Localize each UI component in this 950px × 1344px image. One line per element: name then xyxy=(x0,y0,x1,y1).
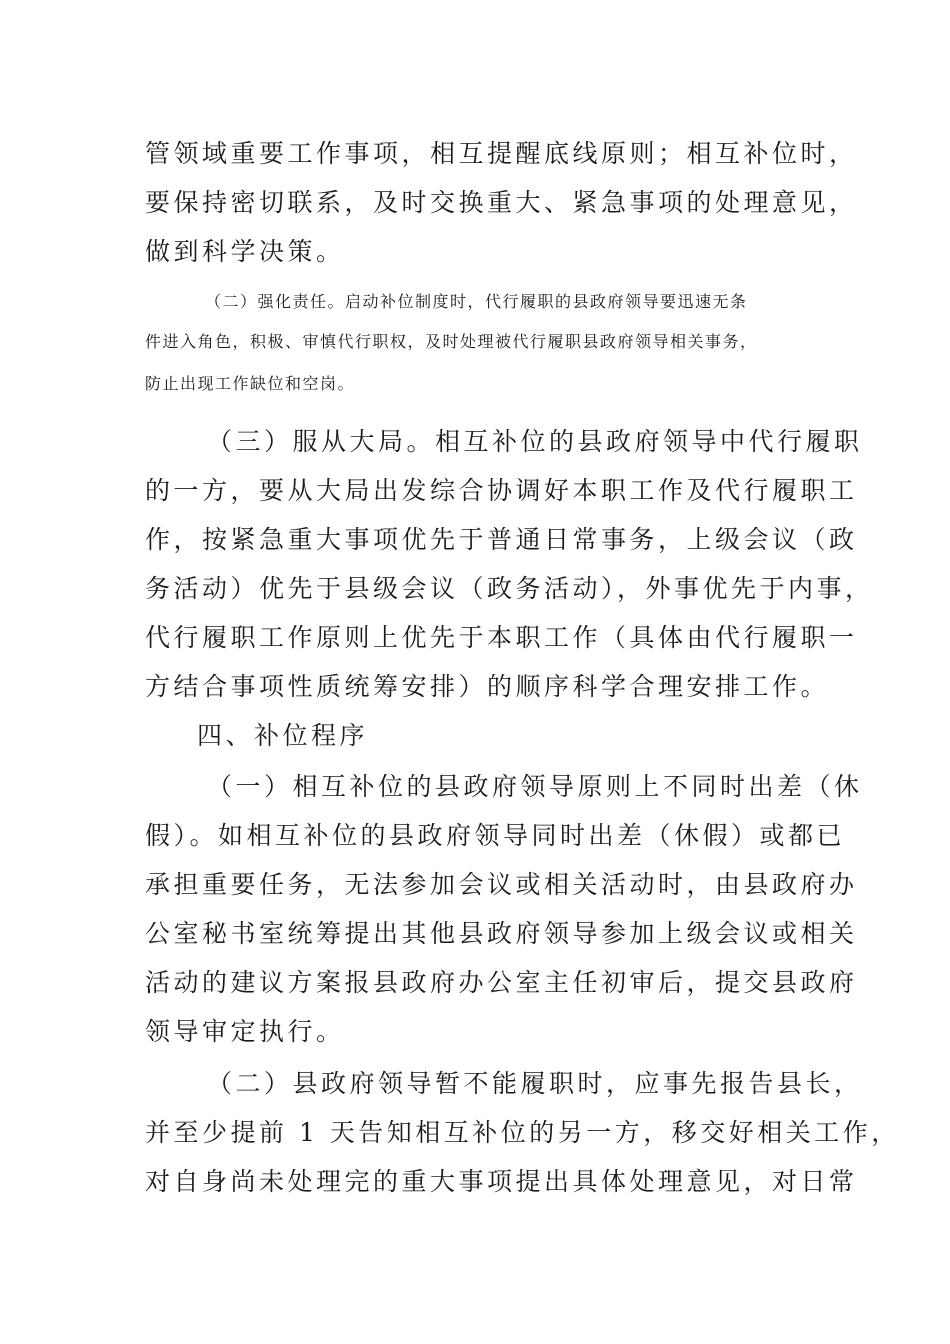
text-line: 并至少提前 1 天告知相互补位的另一方，移交好相关工作， xyxy=(145,1118,900,1147)
text-line: 公室秘书室统筹提出其他县政府领导参加上级会议或相关 xyxy=(145,919,858,948)
text-line: 作，按紧急重大事项优先于普通日常事务，上级会议（政 xyxy=(145,525,858,554)
text-line: 务活动）优先于县级会议（政务活动），外事优先于内事， xyxy=(145,574,874,603)
text-line: 的一方，要从大局出发综合协调好本职工作及代行履职工 xyxy=(145,476,858,505)
text-line: （一）相互补位的县政府领导原则上不同时出差（休 xyxy=(207,772,863,801)
text-line: 方结合事项性质统筹安排）的顺序科学合理安排工作。 xyxy=(145,672,830,701)
text-line: 做到科学决策。 xyxy=(145,237,345,266)
text-line: 承担重要任务，无法参加会议或相关活动时，由县政府办 xyxy=(145,870,858,899)
section-heading: 四、补位程序 xyxy=(197,721,369,750)
text-line: 防止出现工作缺位和空岗。 xyxy=(145,374,356,393)
text-line: （二）强化责任。启动补位制度时，代行履职的县政府领导要迅速无条 xyxy=(205,292,748,311)
text-line: 活动的建议方案报县政府办公室主任初审后，提交县政府 xyxy=(145,968,858,997)
text-line: 假）。如相互补位的县政府领导同时出差（休假）或都已 xyxy=(145,821,846,850)
text-line: 对自身尚未处理完的重大事项提出具体处理意见，对日常 xyxy=(145,1167,858,1196)
text-line: 件进入角色，积极、审慎代行职权，及时处理被代行履职县政府领导相关事务， xyxy=(145,332,758,351)
text-line: （三）服从大局。相互补位的县政府领导中代行履职 xyxy=(207,427,863,456)
text-line: 代行履职工作原则上优先于本职工作（具体由代行履职一 xyxy=(145,623,858,652)
text-line: 领导审定执行。 xyxy=(145,1017,345,1046)
text-line: （二）县政府领导暂不能履职时，应事先报告县长， xyxy=(207,1069,863,1098)
text-line: 要保持密切联系，及时交换重大、紧急事项的处理意见， xyxy=(145,188,858,217)
text-line: 管领域重要工作事项，相互提醒底线原则；相互补位时， xyxy=(145,139,858,168)
